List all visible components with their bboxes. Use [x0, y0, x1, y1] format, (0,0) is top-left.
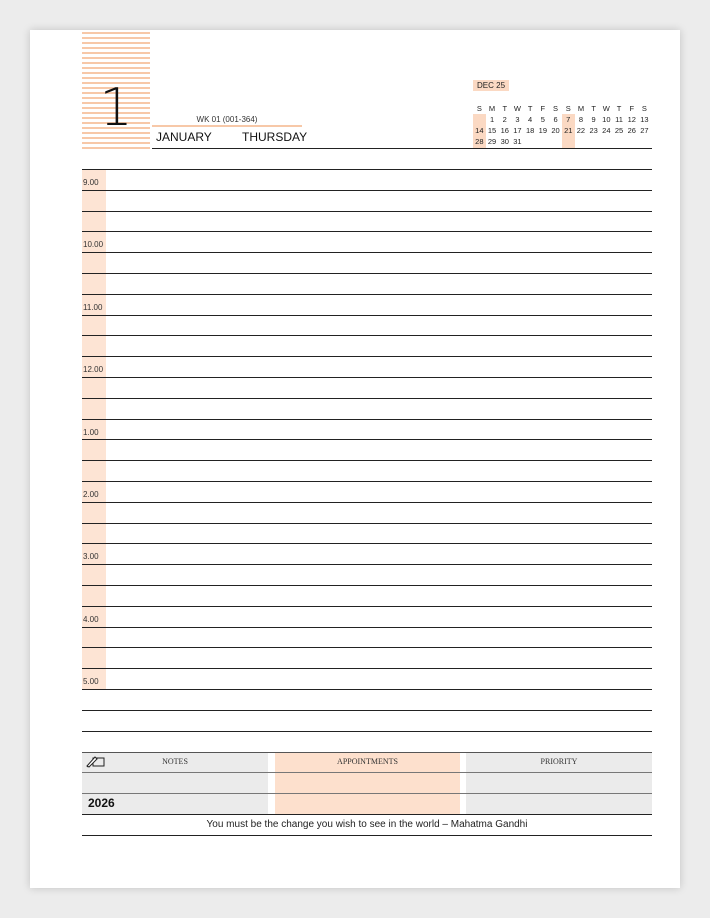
hour-rule: [82, 356, 652, 357]
hour-rule: [82, 647, 652, 648]
quote: You must be the change you wish to see in the world – Mahatma Gandhi: [206, 819, 528, 830]
hour-rule: [82, 190, 652, 191]
calendar-day: 19: [538, 126, 548, 135]
hour-label: 12.00: [83, 365, 104, 375]
calendar-day: 9: [591, 115, 596, 124]
calendar-weekday-header: F: [629, 104, 635, 113]
calendar-weekday-header: T: [502, 104, 508, 113]
section-bottom-rule: [82, 814, 652, 815]
hour-rule: [82, 523, 652, 524]
calendar-day: 31: [513, 137, 522, 146]
hour-rule: [82, 294, 652, 295]
mini-calendar-title: DEC 25: [473, 80, 509, 91]
calendar-day: 25: [614, 126, 624, 135]
calendar-day: 1: [489, 115, 495, 124]
calendar-day: 12: [627, 115, 636, 124]
calendar-day: 30: [500, 137, 509, 146]
hour-label: 3.00: [83, 552, 99, 562]
calendar-day: 20: [551, 126, 560, 135]
calendar-day: 27: [640, 126, 649, 135]
calendar-weekday-header: T: [616, 104, 622, 113]
hour-rule: [82, 169, 652, 170]
section-rule: [82, 772, 652, 773]
calendar-day: 26: [627, 126, 636, 135]
priority-label: PRIORITY: [540, 757, 578, 766]
week-label: WK 01 (001-364): [196, 115, 258, 124]
calendar-day: 8: [578, 115, 584, 124]
hour-rule: [82, 335, 652, 336]
section-rule: [82, 793, 652, 794]
calendar-day: 13: [640, 115, 649, 124]
calendar-day: 7: [566, 115, 571, 124]
calendar-weekday-header: T: [527, 104, 533, 113]
hour-rule: [82, 502, 652, 503]
hour-rule: [82, 564, 652, 565]
footer-rule: [82, 835, 652, 836]
year-label: 2026: [88, 796, 115, 810]
hour-rule: [82, 460, 652, 461]
hour-label: 2.00: [83, 490, 99, 499]
calendar-day: 16: [500, 126, 509, 135]
calendar-day: 2: [502, 115, 507, 124]
calendar-day: 23: [589, 126, 598, 135]
appointments-label: APPOINTMENTS: [337, 757, 398, 766]
calendar-day: 22: [576, 126, 586, 135]
planner-page: [30, 30, 680, 888]
calendar-day: 24: [602, 126, 611, 135]
section-top-rule: [82, 752, 652, 753]
hour-label: 11.00: [83, 302, 103, 312]
hour-rule: [82, 211, 652, 212]
hour-label: 9.00: [83, 178, 99, 187]
hour-rule: [82, 543, 652, 544]
calendar-day: 5: [540, 115, 545, 124]
header-divider: [152, 148, 652, 149]
weekday-label: THURSDAY: [242, 130, 308, 144]
calendar-day: 14: [475, 126, 484, 135]
hour-rule: [82, 419, 652, 420]
hour-rule: [82, 689, 652, 690]
calendar-weekday-header: F: [540, 104, 546, 113]
hour-rule: [82, 377, 652, 378]
hour-label: 4.00: [83, 614, 99, 624]
calendar-weekday-header: T: [591, 104, 596, 113]
day-number: 1: [99, 78, 133, 138]
hour-rule: [82, 481, 652, 482]
calendar-weekday-header: W: [602, 104, 610, 113]
hour-rule: [82, 606, 652, 607]
calendar-day: 3: [515, 115, 520, 124]
hour-rule: [82, 668, 652, 669]
hour-rule: [82, 439, 652, 440]
notes-label: NOTES: [162, 757, 188, 766]
month-label: JANUARY: [156, 130, 212, 144]
hour-rule: [82, 627, 652, 628]
calendar-weekday-header: W: [513, 104, 521, 113]
calendar-day: 21: [564, 126, 573, 135]
week-underline: [152, 125, 302, 127]
calendar-weekday-header: S: [476, 104, 482, 113]
hour-rule: [82, 252, 652, 253]
calendar-day: 4: [528, 115, 533, 124]
calendar-day: 28: [475, 137, 484, 146]
calendar-weekday-header: S: [641, 104, 647, 113]
calendar-day: 29: [487, 137, 497, 146]
hour-label: 5.00: [83, 677, 99, 687]
calendar-weekday-header: S: [565, 104, 571, 113]
calendar-weekday-header: M: [488, 104, 496, 113]
calendar-day: 15: [487, 126, 497, 135]
hour-label: 10.00: [83, 240, 104, 250]
hour-label: 1.00: [83, 427, 99, 437]
hour-rule: [82, 585, 652, 586]
calendar-day: 17: [513, 126, 522, 135]
hour-rule: [82, 731, 652, 732]
hour-rule: [82, 398, 652, 399]
calendar-weekday-header: S: [553, 104, 559, 113]
calendar-day: 10: [602, 115, 611, 124]
hour-rule: [82, 315, 652, 316]
hour-rule: [82, 231, 652, 232]
hour-rule: [82, 273, 652, 274]
calendar-day: 11: [615, 115, 623, 124]
calendar-day: 6: [553, 115, 558, 124]
calendar-weekday-header: M: [577, 104, 585, 113]
hour-rule: [82, 710, 652, 711]
calendar-day: 18: [525, 126, 535, 135]
